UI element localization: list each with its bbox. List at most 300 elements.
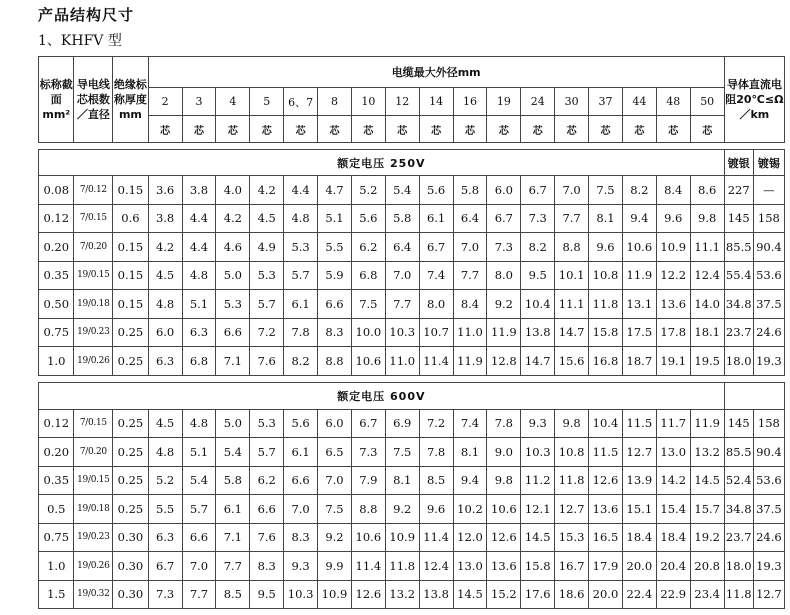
cell-diameter: 7.4 — [453, 409, 487, 438]
cell-diameter: 13.6 — [589, 495, 623, 524]
cell-conductor: 7/0.20 — [74, 233, 113, 262]
cell-diameter: 17.6 — [521, 580, 555, 609]
cell-diameter: 9.4 — [453, 466, 487, 495]
cell-diameter: 17.8 — [656, 318, 690, 347]
cell-diameter: 8.3 — [284, 523, 318, 552]
cell-diameter: 14.2 — [656, 466, 690, 495]
cell-diameter: 20.0 — [589, 580, 623, 609]
cell-diameter: 15.7 — [690, 495, 724, 524]
cell-diameter: 10.6 — [351, 523, 385, 552]
cell-insulation: 0.25 — [113, 347, 148, 376]
cell-insulation: 0.25 — [113, 495, 148, 524]
header-core-count: 12 — [385, 88, 419, 116]
cell-diameter: 7.8 — [487, 409, 521, 438]
header-core-unit: 芯 — [419, 116, 453, 143]
cell-diameter: 5.2 — [351, 176, 385, 205]
header-core-unit: 芯 — [453, 116, 487, 143]
header-core-count: 6、7 — [284, 88, 318, 116]
cell-diameter: 7.5 — [318, 495, 352, 524]
cell-diameter: 11.8 — [385, 552, 419, 581]
cell-diameter: 10.9 — [385, 523, 419, 552]
cell-insulation: 0.25 — [113, 409, 148, 438]
cell-diameter: 12.4 — [419, 552, 453, 581]
cell-insulation: 0.15 — [113, 176, 148, 205]
cell-diameter: 19.1 — [656, 347, 690, 376]
rated-voltage-label: 额定电压 600V — [39, 382, 725, 409]
cell-diameter: 13.2 — [385, 580, 419, 609]
cell-diameter: 10.1 — [555, 261, 589, 290]
table-row — [39, 409, 785, 438]
gap-cell — [39, 143, 785, 150]
cell-diameter: 4.8 — [284, 204, 318, 233]
cell-diameter: 6.0 — [148, 318, 182, 347]
cell-silver: 11.8 — [724, 580, 753, 609]
cell-section: 0.12 — [39, 204, 74, 233]
cell-diameter: 10.6 — [351, 347, 385, 376]
cell-section: 0.12 — [39, 409, 74, 438]
cell-silver: 18.0 — [724, 552, 753, 581]
cell-diameter: 11.4 — [351, 552, 385, 581]
header-core-count: 3 — [182, 88, 216, 116]
header-core-count: 44 — [622, 88, 656, 116]
cell-section: 1.5 — [39, 580, 74, 609]
cell-conductor: 19/0.23 — [74, 318, 113, 347]
cell-diameter: 14.7 — [555, 318, 589, 347]
cell-conductor: 7/0.15 — [74, 204, 113, 233]
cell-diameter: 11.2 — [521, 466, 555, 495]
cell-diameter: 7.1 — [216, 523, 250, 552]
cell-diameter: 11.9 — [690, 409, 724, 438]
header-core-count: 24 — [521, 88, 555, 116]
cell-diameter: 8.4 — [453, 290, 487, 319]
cell-diameter: 4.5 — [148, 409, 182, 438]
cell-section: 0.75 — [39, 523, 74, 552]
cell-diameter: 11.4 — [419, 523, 453, 552]
cell-section: 0.20 — [39, 233, 74, 262]
cell-diameter: 19.5 — [690, 347, 724, 376]
cell-diameter: 5.4 — [385, 176, 419, 205]
cell-diameter: 10.4 — [589, 409, 623, 438]
cell-diameter: 11.9 — [453, 347, 487, 376]
cell-diameter: 5.6 — [351, 204, 385, 233]
cell-diameter: 6.7 — [487, 204, 521, 233]
cell-diameter: 12.6 — [487, 523, 521, 552]
cell-diameter: 5.8 — [216, 466, 250, 495]
cell-diameter: 6.6 — [216, 318, 250, 347]
header-core-unit-row — [39, 116, 785, 143]
header-core-unit: 芯 — [487, 116, 521, 143]
gap-cell — [39, 375, 785, 382]
cell-tin: — — [753, 176, 784, 205]
header-core-count: 16 — [453, 88, 487, 116]
cell-diameter: 17.5 — [622, 318, 656, 347]
cell-diameter: 8.1 — [453, 438, 487, 467]
cell-diameter: 6.4 — [453, 204, 487, 233]
cell-diameter: 12.6 — [589, 466, 623, 495]
cell-silver: 145 — [724, 204, 753, 233]
header-row — [39, 57, 785, 88]
cell-diameter: 18.1 — [690, 318, 724, 347]
cell-diameter: 8.0 — [487, 261, 521, 290]
cell-diameter: 8.0 — [419, 290, 453, 319]
cell-diameter: 6.3 — [182, 318, 216, 347]
cell-diameter: 7.3 — [148, 580, 182, 609]
cell-tin: 90.4 — [753, 438, 784, 467]
header-core-unit: 芯 — [216, 116, 250, 143]
cell-diameter: 5.0 — [216, 409, 250, 438]
table-row — [39, 261, 785, 290]
cell-insulation: 0.15 — [113, 290, 148, 319]
cell-diameter: 5.1 — [182, 290, 216, 319]
cell-diameter: 6.3 — [148, 523, 182, 552]
cell-diameter: 8.2 — [622, 176, 656, 205]
cell-diameter: 13.9 — [622, 466, 656, 495]
cell-diameter: 11.1 — [555, 290, 589, 319]
header-core-count: 37 — [589, 88, 623, 116]
cell-diameter: 8.1 — [589, 204, 623, 233]
table-row — [39, 580, 785, 609]
cell-diameter: 6.2 — [250, 466, 284, 495]
cell-diameter: 4.5 — [148, 261, 182, 290]
cell-diameter: 6.7 — [351, 409, 385, 438]
cell-diameter: 4.9 — [250, 233, 284, 262]
cell-diameter: 7.9 — [351, 466, 385, 495]
cell-conductor: 19/0.26 — [74, 552, 113, 581]
cell-diameter: 5.4 — [182, 466, 216, 495]
cell-diameter: 7.6 — [250, 523, 284, 552]
header-core-unit: 芯 — [182, 116, 216, 143]
cell-diameter: 9.5 — [250, 580, 284, 609]
cell-diameter: 9.3 — [284, 552, 318, 581]
cell-conductor: 19/0.26 — [74, 347, 113, 376]
cell-diameter: 6.5 — [318, 438, 352, 467]
cell-diameter: 9.9 — [318, 552, 352, 581]
cell-tin: 24.6 — [753, 318, 784, 347]
cell-insulation: 0.30 — [113, 523, 148, 552]
cell-diameter: 6.7 — [419, 233, 453, 262]
cell-diameter: 8.5 — [216, 580, 250, 609]
header-insulation: 绝缘标称厚度mm — [113, 57, 148, 143]
section-gap — [39, 143, 785, 150]
header-core-count: 8 — [318, 88, 352, 116]
cell-diameter: 5.5 — [148, 495, 182, 524]
cell-tin: 12.7 — [753, 580, 784, 609]
cell-diameter: 4.8 — [148, 438, 182, 467]
header-core-count: 30 — [555, 88, 589, 116]
cell-diameter: 4.4 — [284, 176, 318, 205]
cell-diameter: 17.9 — [589, 552, 623, 581]
cell-diameter: 4.2 — [216, 204, 250, 233]
cell-tin: 53.6 — [753, 261, 784, 290]
cell-diameter: 5.7 — [250, 290, 284, 319]
cell-diameter: 7.5 — [385, 438, 419, 467]
cell-diameter: 10.3 — [521, 438, 555, 467]
cell-diameter: 7.5 — [351, 290, 385, 319]
cell-diameter: 5.1 — [182, 438, 216, 467]
table-row — [39, 233, 785, 262]
cell-diameter: 6.9 — [385, 409, 419, 438]
cell-diameter: 18.6 — [555, 580, 589, 609]
cell-diameter: 7.4 — [419, 261, 453, 290]
cell-diameter: 7.8 — [284, 318, 318, 347]
cell-diameter: 5.7 — [182, 495, 216, 524]
table-row — [39, 552, 785, 581]
header-core-count: 48 — [656, 88, 690, 116]
header-core-unit: 芯 — [148, 116, 182, 143]
cell-diameter: 12.4 — [690, 261, 724, 290]
cell-diameter: 11.0 — [453, 318, 487, 347]
cell-insulation: 0.25 — [113, 318, 148, 347]
header-tin-plated: 镀锡 — [753, 150, 784, 176]
cell-silver: 18.0 — [724, 347, 753, 376]
table-row — [39, 204, 785, 233]
header-conductor: 导电线芯根数／直径 — [74, 57, 113, 143]
cell-section: 0.50 — [39, 290, 74, 319]
empty-cell — [724, 382, 784, 409]
cell-diameter: 4.2 — [148, 233, 182, 262]
cell-silver: 85.5 — [724, 438, 753, 467]
cell-insulation: 0.15 — [113, 261, 148, 290]
cell-diameter: 6.1 — [284, 438, 318, 467]
cell-section: 0.08 — [39, 176, 74, 205]
cell-diameter: 8.3 — [318, 318, 352, 347]
cell-diameter: 5.2 — [148, 466, 182, 495]
cell-diameter: 10.6 — [487, 495, 521, 524]
cell-diameter: 18.4 — [622, 523, 656, 552]
cell-diameter: 6.6 — [318, 290, 352, 319]
cell-diameter: 11.8 — [589, 290, 623, 319]
cell-diameter: 6.2 — [351, 233, 385, 262]
table-row — [39, 466, 785, 495]
cell-diameter: 20.0 — [622, 552, 656, 581]
cell-diameter: 15.1 — [622, 495, 656, 524]
cell-diameter: 7.2 — [250, 318, 284, 347]
cell-tin: 158 — [753, 409, 784, 438]
cell-diameter: 13.2 — [690, 438, 724, 467]
cell-diameter: 14.7 — [521, 347, 555, 376]
cell-diameter: 5.6 — [284, 409, 318, 438]
cell-diameter: 7.1 — [216, 347, 250, 376]
cell-diameter: 20.4 — [656, 552, 690, 581]
cell-diameter: 10.4 — [521, 290, 555, 319]
cell-diameter: 4.2 — [250, 176, 284, 205]
cell-diameter: 13.0 — [656, 438, 690, 467]
cell-tin: 37.5 — [753, 290, 784, 319]
cell-diameter: 8.2 — [521, 233, 555, 262]
table-row — [39, 347, 785, 376]
cell-conductor: 19/0.15 — [74, 261, 113, 290]
cell-diameter: 10.6 — [622, 233, 656, 262]
cell-diameter: 9.8 — [487, 466, 521, 495]
table-row — [39, 290, 785, 319]
cell-tin: 19.3 — [753, 552, 784, 581]
rated-voltage-row — [39, 382, 785, 409]
cell-diameter: 6.1 — [216, 495, 250, 524]
cell-diameter: 5.3 — [250, 261, 284, 290]
table-row — [39, 176, 785, 205]
cell-diameter: 15.4 — [656, 495, 690, 524]
cell-diameter: 6.7 — [521, 176, 555, 205]
cell-diameter: 10.7 — [419, 318, 453, 347]
header-core-count: 5 — [250, 88, 284, 116]
cell-silver: 85.5 — [724, 233, 753, 262]
cell-diameter: 5.1 — [318, 204, 352, 233]
cell-diameter: 10.2 — [453, 495, 487, 524]
cell-diameter: 16.7 — [555, 552, 589, 581]
cell-diameter: 11.9 — [487, 318, 521, 347]
cell-diameter: 9.6 — [589, 233, 623, 262]
cell-diameter: 14.0 — [690, 290, 724, 319]
cell-diameter: 7.0 — [385, 261, 419, 290]
header-core-unit: 芯 — [690, 116, 724, 143]
cell-diameter: 15.8 — [589, 318, 623, 347]
cell-diameter: 10.9 — [656, 233, 690, 262]
rated-voltage-label: 额定电压 250V — [39, 150, 725, 176]
cell-diameter: 8.1 — [385, 466, 419, 495]
cell-diameter: 6.8 — [351, 261, 385, 290]
cell-diameter: 5.3 — [250, 409, 284, 438]
cell-diameter: 10.9 — [318, 580, 352, 609]
cell-tin: 53.6 — [753, 466, 784, 495]
header-max-diameter: 电缆最大外径mm — [148, 57, 724, 88]
cell-diameter: 7.7 — [216, 552, 250, 581]
cell-tin: 90.4 — [753, 233, 784, 262]
cell-silver: 55.4 — [724, 261, 753, 290]
cell-silver: 52.4 — [724, 466, 753, 495]
header-core-unit: 芯 — [385, 116, 419, 143]
header-core-count: 14 — [419, 88, 453, 116]
cell-diameter: 15.3 — [555, 523, 589, 552]
cell-diameter: 6.3 — [148, 347, 182, 376]
cell-diameter: 15.8 — [521, 552, 555, 581]
cell-diameter: 13.0 — [453, 552, 487, 581]
page-title: 产品结构尺寸 — [38, 6, 135, 24]
cell-diameter: 7.3 — [521, 204, 555, 233]
cell-conductor: 7/0.12 — [74, 176, 113, 205]
header-core-count: 10 — [351, 88, 385, 116]
cell-silver: 23.7 — [724, 318, 753, 347]
cell-section: 1.0 — [39, 347, 74, 376]
cell-section: 0.35 — [39, 466, 74, 495]
cell-diameter: 10.8 — [589, 261, 623, 290]
cell-diameter: 18.7 — [622, 347, 656, 376]
cell-diameter: 11.4 — [419, 347, 453, 376]
cell-diameter: 6.6 — [250, 495, 284, 524]
cell-diameter: 12.7 — [555, 495, 589, 524]
cell-diameter: 11.1 — [690, 233, 724, 262]
cell-diameter: 11.9 — [622, 261, 656, 290]
cell-diameter: 9.2 — [318, 523, 352, 552]
cell-diameter: 8.8 — [318, 347, 352, 376]
cell-conductor: 19/0.18 — [74, 290, 113, 319]
cell-diameter: 13.8 — [521, 318, 555, 347]
cell-diameter: 9.8 — [690, 204, 724, 233]
cell-diameter: 5.8 — [453, 176, 487, 205]
header-core-unit: 芯 — [351, 116, 385, 143]
header-core-unit: 芯 — [656, 116, 690, 143]
cell-diameter: 8.8 — [555, 233, 589, 262]
cell-conductor: 19/0.18 — [74, 495, 113, 524]
cell-insulation: 0.30 — [113, 552, 148, 581]
cell-diameter: 23.4 — [690, 580, 724, 609]
cell-section: 0.20 — [39, 438, 74, 467]
cell-diameter: 8.8 — [351, 495, 385, 524]
cell-diameter: 12.0 — [453, 523, 487, 552]
cell-conductor: 19/0.15 — [74, 466, 113, 495]
cell-diameter: 7.7 — [453, 261, 487, 290]
cell-diameter: 10.3 — [284, 580, 318, 609]
cell-insulation: 0.25 — [113, 466, 148, 495]
header-core-unit: 芯 — [318, 116, 352, 143]
spec-table — [38, 56, 785, 609]
cell-diameter: 6.8 — [182, 347, 216, 376]
header-core-unit: 芯 — [284, 116, 318, 143]
cell-diameter: 9.6 — [656, 204, 690, 233]
cell-diameter: 7.0 — [182, 552, 216, 581]
cell-diameter: 6.4 — [385, 233, 419, 262]
cell-diameter: 4.4 — [182, 204, 216, 233]
cell-diameter: 22.9 — [656, 580, 690, 609]
cell-diameter: 10.3 — [385, 318, 419, 347]
cell-tin: 37.5 — [753, 495, 784, 524]
cell-diameter: 7.7 — [555, 204, 589, 233]
header-core-count: 50 — [690, 88, 724, 116]
cell-diameter: 11.5 — [622, 409, 656, 438]
cell-diameter: 9.3 — [521, 409, 555, 438]
cell-diameter: 16.8 — [589, 347, 623, 376]
cell-diameter: 12.7 — [622, 438, 656, 467]
cell-diameter: 6.1 — [284, 290, 318, 319]
cell-diameter: 6.0 — [318, 409, 352, 438]
cell-diameter: 9.0 — [487, 438, 521, 467]
rated-voltage-row — [39, 150, 785, 176]
cell-conductor: 7/0.20 — [74, 438, 113, 467]
cell-section: 0.75 — [39, 318, 74, 347]
cell-diameter: 5.4 — [216, 438, 250, 467]
cell-silver: 34.8 — [724, 495, 753, 524]
cell-diameter: 7.3 — [487, 233, 521, 262]
cell-tin: 24.6 — [753, 523, 784, 552]
cell-diameter: 3.6 — [148, 176, 182, 205]
cell-diameter: 13.6 — [487, 552, 521, 581]
header-core-count: 2 — [148, 88, 182, 116]
cell-silver: 145 — [724, 409, 753, 438]
cell-diameter: 6.6 — [284, 466, 318, 495]
cell-diameter: 4.7 — [318, 176, 352, 205]
cell-diameter: 5.5 — [318, 233, 352, 262]
header-core-count: 19 — [487, 88, 521, 116]
cell-silver: 23.7 — [724, 523, 753, 552]
model-subtitle: 1、KHFV 型 — [38, 33, 122, 49]
cell-diameter: 4.8 — [182, 261, 216, 290]
cell-diameter: 9.2 — [385, 495, 419, 524]
cell-diameter: 5.3 — [284, 233, 318, 262]
cell-diameter: 8.3 — [250, 552, 284, 581]
cell-diameter: 7.7 — [385, 290, 419, 319]
cell-diameter: 8.2 — [284, 347, 318, 376]
cell-diameter: 9.4 — [622, 204, 656, 233]
header-core-unit: 芯 — [622, 116, 656, 143]
cell-insulation: 0.15 — [113, 233, 148, 262]
cell-diameter: 4.8 — [182, 409, 216, 438]
cell-diameter: 5.7 — [250, 438, 284, 467]
cell-diameter: 7.0 — [318, 466, 352, 495]
header-silver-plated: 镀银 — [724, 150, 753, 176]
cell-diameter: 16.5 — [589, 523, 623, 552]
cell-diameter: 9.5 — [521, 261, 555, 290]
cell-tin: 19.3 — [753, 347, 784, 376]
cell-diameter: 12.6 — [351, 580, 385, 609]
